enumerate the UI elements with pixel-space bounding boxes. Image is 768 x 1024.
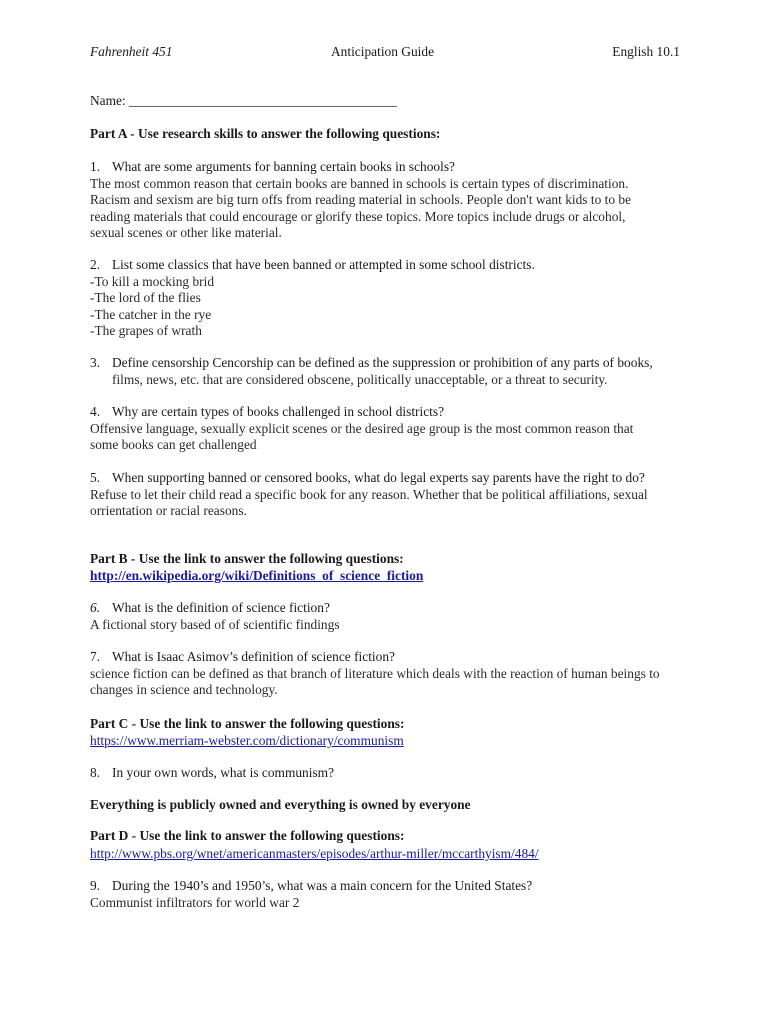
question-9 xyxy=(90,878,685,911)
answer-line: Racism and sexism are big turn offs from reading material in schools. People don't want kids to to be xyxy=(90,192,632,207)
question-number: 2. xyxy=(90,257,101,272)
question-8 xyxy=(90,765,685,782)
answer-line: science fiction can be defined as that branch of literature which deals with the reaction of human beings to xyxy=(90,665,660,681)
question-1 xyxy=(90,159,685,242)
answer-line: films, news, etc. that are considered obscene, politically unacceptable, or a threat to security. xyxy=(112,371,608,387)
question-text: What is Isaac Asimov’s definition of science fiction? xyxy=(112,649,395,664)
question-3 xyxy=(90,355,685,388)
answer-line: -The catcher in the rye xyxy=(90,306,212,322)
question-number: 6. xyxy=(90,600,101,615)
header-book-title: Fahrenheit 451 xyxy=(90,44,173,59)
answer-line: The most common reason that certain books are banned in schools is certain types of discrimination. xyxy=(90,175,629,191)
header-guide-title: Anticipation Guide xyxy=(331,44,435,59)
name-line: Name: ________________________________________ xyxy=(90,93,397,108)
question-text: List some classics that have been banned or attempted in some school districts. xyxy=(112,257,535,272)
question-4 xyxy=(90,404,685,454)
question-number: 5. xyxy=(90,470,101,485)
question-text: What is the definition of science fiction? xyxy=(112,600,330,615)
answer-line: Everything is publicly owned and everything is owned by everyone xyxy=(90,797,471,812)
part-d-heading: Part D - Use the link to answer the following questions: xyxy=(90,828,405,843)
answer-line: A fictional story based of of scientific findings xyxy=(90,616,340,632)
answer-line: -To kill a mocking brid xyxy=(90,273,215,289)
part-d-link[interactable]: http://www.pbs.org/wnet/americanmasters/episodes/arthur-miller/mccarthyism/484/ xyxy=(90,846,539,861)
answer-line: some books can get challenged xyxy=(90,437,257,452)
question-number: 7. xyxy=(90,649,101,664)
answer-line: Refuse to let their child read a specific book for any reason. Whether that be political affiliations, sexual xyxy=(90,486,648,502)
question-number: 9. xyxy=(90,878,101,893)
question-text: During the 1940’s and 1950’s, what was a main concern for the United States? xyxy=(112,878,533,893)
header-course: English 10.1 xyxy=(612,44,680,59)
question-number: 8. xyxy=(90,765,101,780)
part-b-heading: Part B - Use the link to answer the following questions: xyxy=(90,551,404,566)
question-text: Why are certain types of books challenged in school districts? xyxy=(112,404,445,419)
answer-line: sexual scenes or other like material. xyxy=(90,225,282,240)
part-b-link[interactable]: http://en.wikipedia.org/wiki/Definitions_of_science_fiction xyxy=(90,568,424,583)
answer-line: Offensive language, sexually explicit scenes or the desired age group is the most common reason that xyxy=(90,420,634,436)
answer-line: reading materials that could encourage or glorify these topics. More topics include drugs or alcohol, xyxy=(90,208,626,224)
question-5 xyxy=(90,470,685,520)
answer-line: orrientation or racial reasons. xyxy=(90,503,247,518)
question-text: What are some arguments for banning certain books in schools? xyxy=(112,159,455,174)
part-c-heading: Part C - Use the link to answer the following questions: xyxy=(90,716,405,731)
question-6 xyxy=(90,600,685,633)
answer-line: changes in science and technology. xyxy=(90,682,278,697)
question-text: Define censorship Cencorship can be defined as the suppression or prohibition of any parts of books, xyxy=(112,355,653,370)
question-text: When supporting banned or censored books, what do legal experts say parents have the right to do? xyxy=(112,470,645,485)
question-number: 3. xyxy=(90,355,101,370)
part-a-heading: Part A - Use research skills to answer the following questions: xyxy=(90,126,441,141)
answer-line: Communist infiltrators for world war 2 xyxy=(90,894,300,910)
question-7 xyxy=(90,649,685,699)
question-2 xyxy=(90,257,685,340)
document-header xyxy=(90,44,680,64)
question-number: 1. xyxy=(90,159,101,174)
answer-line: -The grapes of wrath xyxy=(90,323,202,338)
answer-line: -The lord of the flies xyxy=(90,290,201,305)
question-number: 4. xyxy=(90,404,101,419)
question-text: In your own words, what is communism? xyxy=(112,765,335,780)
part-c-link[interactable]: https://www.merriam-webster.com/dictionary/communism xyxy=(90,733,404,748)
